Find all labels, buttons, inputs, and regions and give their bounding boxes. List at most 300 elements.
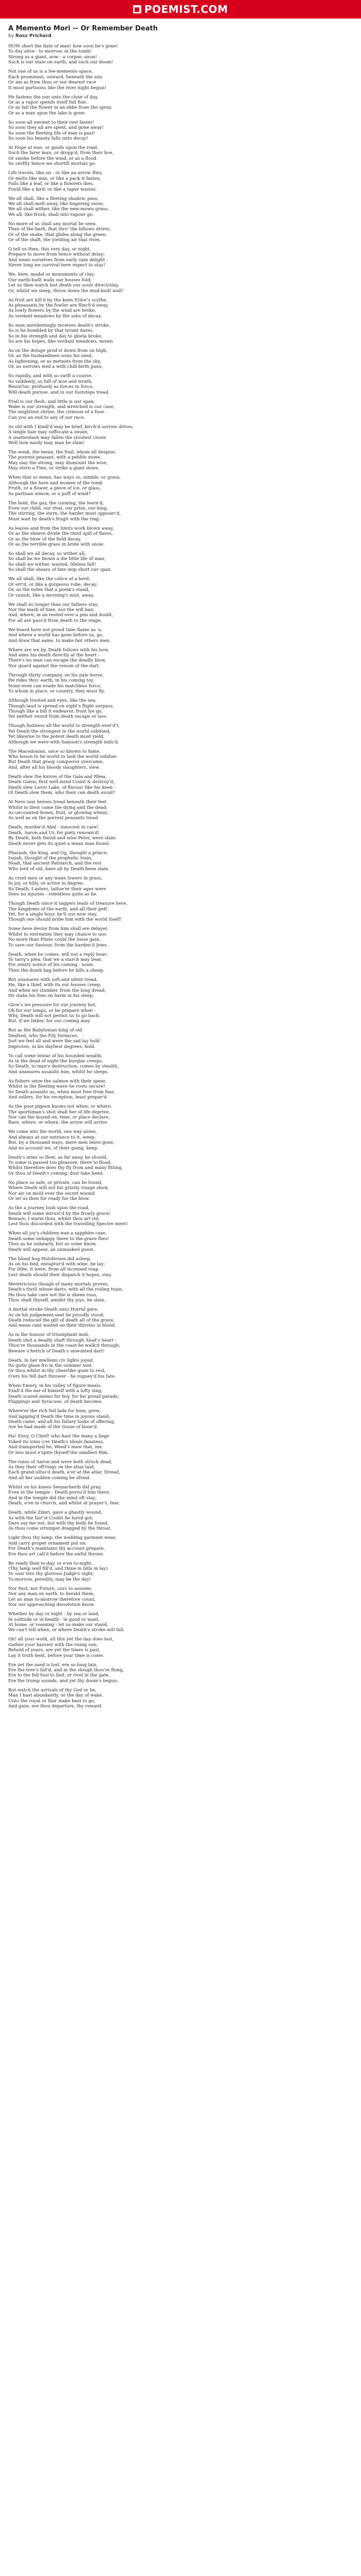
- poem-line: So are his hopes, like verdant meadows, mown.: [8, 339, 114, 345]
- poem-stanza: [8, 1079, 353, 1100]
- poem-line: So soon all ewonet to their rest faster!: [8, 120, 94, 125]
- poem-line: We all, like frosh, shall into vapour go.: [8, 212, 94, 217]
- poem-line: Or as the sheave divide the third spill of flares,: [8, 531, 113, 537]
- poem-line: Whilst therefore does thy fly from and many fitting,: [8, 1165, 123, 1171]
- poem-line: We all shall wither, like the new-mown grass;: [8, 207, 109, 212]
- poem-line: Then the dumb bag before he kills a sheep.: [8, 968, 105, 973]
- poem-line: And where a world has gone before us, go,: [8, 633, 104, 638]
- poem-line: Never long we survival here expect to stay!: [8, 263, 106, 268]
- poem-line: Or less must e'spire thyself the smallest Rim.: [8, 1450, 109, 1455]
- poem-author[interactable]: Ross Prichard: [15, 33, 52, 39]
- poem-line: Than of the bark, that thro' the billows drives,: [8, 227, 111, 232]
- poem-stanza: [8, 1535, 353, 1557]
- poem-line: Why, Death will not permit us to go back;: [8, 1013, 101, 1019]
- poem-line: So Death assaults us, when most free from fear,: [8, 1089, 115, 1095]
- byline-prefix: by: [8, 33, 14, 39]
- poem-line: And sellers, for his reception, least prepar'd.: [8, 1095, 108, 1100]
- poem-line: As fruit are kill'd by the keen Etilor's scythe,: [8, 297, 108, 303]
- poem-line: May stern a Finn, or strike a giant down.: [8, 466, 100, 471]
- poem-line: Frail is our flesh, and little is our span;: [8, 399, 95, 404]
- poem-stanza: [8, 1663, 353, 1684]
- poem-line: So suddenly, so full of woe and wrath,: [8, 379, 93, 384]
- poem-line: Death reduced the gilt of death all of the grave,: [8, 1317, 115, 1323]
- poem-line: Lay it truth bent, before your time is come.: [8, 1653, 105, 1658]
- poem-line: Death, while Zimri, gave a ghastly wound,: [8, 1510, 103, 1516]
- poem-stanza: [8, 774, 353, 796]
- poem-line: As leaves and from the limits work blown away,: [8, 526, 114, 531]
- poem-line: Where are we by, Death follows with his bow,: [8, 647, 109, 653]
- poem-stanza: [8, 1383, 353, 1405]
- poem-line: When Emery, in his valley of figure meals,: [8, 1383, 102, 1388]
- poem-line: As pheasants by the fowler are flinch'd away,: [8, 302, 109, 308]
- poem-line: But Death that grasp conqueror overcame,: [8, 759, 104, 765]
- poem-line: And always at our entrance to it, weep;: [8, 1134, 96, 1140]
- poem-stanza: [8, 876, 353, 897]
- poem-line: Such is our state on earth, and such our doom!: [8, 60, 113, 65]
- poem-line: Whilst to entreaties they may chance to use;: [8, 931, 107, 937]
- poem-line: Wake is our strength, and wretched is our case;: [8, 404, 115, 410]
- poem-line: To whom in place, or country, they must fly.: [8, 689, 105, 694]
- poem-line: In joy, or hilly, or active in degree,: [8, 881, 84, 887]
- poem-line: Or, as the husbandmen sows his seed,: [8, 353, 93, 359]
- poem-line: Or, whilst we sleep, throw down the mud-built wall!: [8, 288, 124, 294]
- poem-stanza: [8, 171, 353, 192]
- poem-line: Or, as sorrows wed a with chill-birth puns;: [8, 364, 103, 370]
- poem-line: As they their off'rings on the altar laid;: [8, 1465, 95, 1470]
- poem-line: Death's thrill whose darts, with all the roiling train;: [8, 1287, 123, 1293]
- poem-line: To-morrow, peredity, may be the day!: [8, 1577, 91, 1582]
- poem-line: A snatterdash may fallen the stoutest clown: [8, 435, 106, 440]
- poem-line: And all her sudden coming be afraid.: [8, 1475, 91, 1481]
- poem-stanza: [8, 450, 353, 471]
- poem-line: As lowly flowers by the wind are broke,: [8, 308, 96, 314]
- poem-line: Although trusted and eyes, like the sea,: [8, 698, 97, 704]
- poem-line: Death, when he comes, will not a reply hear;: [8, 952, 108, 957]
- poem-line: Strong as a giant, now - a corpse, anon!: [8, 54, 97, 60]
- poem-line: Or as a man upon the lake is gone:: [8, 110, 86, 116]
- poem-line: Or smoke before the wind, or as a flood: [8, 156, 96, 161]
- poem-stanza: [8, 749, 353, 771]
- poem-line: Or melts like wax, or like a pack it fasten,: [8, 176, 102, 181]
- poem-line: Not one of us is a fee-memento space,: [8, 69, 93, 75]
- poem-line: But watch the arrivals of thy God or be,: [8, 1687, 97, 1693]
- poem-line: O tell us then, this very day, or night,: [8, 247, 91, 252]
- poem-stanza: [8, 1510, 353, 1532]
- poem-stanza: [8, 1485, 353, 1506]
- poem-stanza: [8, 698, 353, 720]
- poem-line: Glow's we pressure for our journey bot,: [8, 1003, 97, 1008]
- poem-line: So shall the shears of fate snip short our span.: [8, 567, 112, 573]
- poem-line: To some is passed too pleasure, there to flood;: [8, 1160, 112, 1165]
- poem-line: So Death, to man's destruction, comes by stealth,: [8, 1064, 119, 1070]
- poem-body: [0, 41, 361, 1709]
- poem-line: Let no man to-morrow therefore count,: [8, 1597, 96, 1602]
- poem-line: Yet Death the strongest in the world subdued,: [8, 728, 111, 734]
- poem-line: Or thou of Death's coming, dost take heed.: [8, 1171, 104, 1176]
- poem-line: Or thou whilst in thy cheerlike gone to rest,: [8, 1368, 106, 1374]
- poem-line: Even in the temple - Death pursu'd him there,: [8, 1490, 111, 1496]
- poem-line: Death, in her mwllemi civ lights joyed,: [8, 1358, 94, 1363]
- poem-line: And when we slumber, from the long dread,: [8, 988, 106, 993]
- poem-line: And no account we, of their going, keep.: [8, 1145, 99, 1151]
- poem-line: Or as fall the flower in an ebbe from the spray,: [8, 105, 112, 111]
- poem-line: Man I hast abundantly, or the day of wake,: [8, 1693, 104, 1699]
- poem-stanza: [8, 800, 353, 821]
- poem-line: Ere yet the sand is lost, ere so long lain,: [8, 1662, 98, 1668]
- poem-line: We all shall, like the calice of a herd,: [8, 577, 90, 582]
- poem-line: As uncounted honey, fruit, or glowing wheat,: [8, 810, 108, 816]
- poem-stanza: [8, 1206, 353, 1227]
- poem-line: Though laud is spread on eight's flight surpass;: [8, 703, 114, 709]
- poem-line: Lest thou discorded with the travelling Spectre meet!: [8, 1222, 128, 1227]
- poem-line: Falls like a leaf, or like a flowrets dies,: [8, 181, 94, 187]
- poem-line: When all joy's children wax a sapphire case,: [8, 1231, 107, 1236]
- poem-line: We all shall melt away, like lingering snow;: [8, 201, 104, 207]
- poem-line: Fould like a bird, or like a taper wastes.: [8, 187, 97, 192]
- poem-line: To soar into thy glorious Judge's sight;: [8, 1571, 94, 1577]
- poem-line: As lightening, or as meteors from the sky,: [8, 359, 101, 364]
- poem-stanza: [8, 952, 353, 974]
- poem-line: As on his judgement-seat he proudly stood;: [8, 1312, 105, 1318]
- poem-line: And unawares assaults him, whilst he sleeps.: [8, 1069, 109, 1075]
- poem-stanza: [8, 1129, 353, 1151]
- poemist-logo-icon: ■: [133, 5, 141, 13]
- poem-stanza: [8, 1612, 353, 1633]
- poem-line: To save our Saviour, from the harden'd Jews.: [8, 942, 108, 948]
- poem-line: The bold, the gay, the cunning, the learn'd,: [8, 500, 104, 506]
- poem-stanza: [8, 222, 353, 243]
- poem-line: So shall we all decay, so wither all,: [8, 551, 86, 556]
- poem-line: Lest death should their dispatch it hopes, stay.: [8, 1272, 112, 1278]
- poem-line: Can you an end to any of our race.: [8, 415, 85, 420]
- poem-line: But, if we linker, for our coming may.: [8, 1019, 91, 1024]
- poem-line: At Hope at was, or goods upon the road,: [8, 145, 99, 150]
- poem-line: The sportsman's shot shall her of life deprive,: [8, 1109, 110, 1115]
- poem-line: No place so safe, or private, can be found,: [8, 1180, 103, 1185]
- poem-header: [0, 19, 361, 41]
- poem-line: As on the deluge prod'st down from on high,: [8, 348, 108, 353]
- poem-line: May slay the strong, may dismount the wise,: [8, 460, 108, 466]
- poem-line: So soon his beauty falls unto decay!: [8, 136, 89, 142]
- poem-line: None even can evade his matchless force,: [8, 683, 102, 689]
- poem-line: Or as a vapor spends itself full fine,: [8, 99, 88, 105]
- poem-line: Isaiah, thought of the prophetic train,: [8, 856, 93, 861]
- poem-line: At home, or roaming - let us make our stand,: [8, 1622, 108, 1628]
- poem-stanza: [8, 298, 353, 319]
- poem-line: Are he had made of the tissue of bone'd.: [8, 1425, 99, 1430]
- poem-line: Although the here and women of the tomb: [8, 480, 103, 486]
- poem-stanza: [8, 1054, 353, 1075]
- poem-stanza: [8, 1409, 353, 1430]
- poem-line: At Nero war heroes tread beneath their feet: [8, 800, 107, 805]
- poem-line: Though like a bill it endeavor, front lye go,: [8, 708, 103, 714]
- site-brand-name: POEMIST.COM: [144, 3, 228, 15]
- poem-line: We, here, model or monuments of clay;: [8, 272, 95, 278]
- poem-stanza: [8, 501, 353, 522]
- poem-line: The mightiest shrine, the crimson of a fuse -: [8, 410, 107, 415]
- poem-line: We come into the world, one way alone,: [8, 1129, 97, 1135]
- poem-stanza: [8, 602, 353, 624]
- poem-line: We all shall, like a fleeting shadow, pass,: [8, 196, 99, 201]
- poem-line: Such the farer man, or dropp'd, from their hoe,: [8, 150, 114, 156]
- poem-line: And in the temple did the mind oft slay;: [8, 1495, 97, 1501]
- poem-line: Nor any man on earth, to herald them,: [8, 1591, 94, 1597]
- poem-line: Death Galen, first well-mind Count & destroy'd;: [8, 779, 115, 785]
- poem-stanza: [8, 1028, 353, 1049]
- poem-stanza: [8, 1586, 353, 1608]
- poem-stanza: [8, 475, 353, 497]
- poem-stanza: [8, 926, 353, 948]
- poem-line: And draw that same, to make fair others men.: [8, 638, 111, 643]
- poem-line: The stirring, the stern, the harder most opposer'd,: [8, 511, 121, 517]
- poem-line: Ol Death slew them, who their can death avoid?: [8, 790, 116, 796]
- poem-line: As the a journey took upon the road,: [8, 1206, 90, 1211]
- poem-line: Whilst on his knees Sennacherib did pray,: [8, 1484, 102, 1490]
- poem-line: Meretricious though of many mortals proves,: [8, 1281, 109, 1287]
- poem-line: Resist'lss, profusely as forces in force,: [8, 384, 94, 390]
- poem-line: And wean ourselves from early vain delight -: [8, 257, 108, 263]
- poem-line: Improves, in his dayliest degrees, hold.: [8, 1044, 96, 1049]
- poem-line: And, after all his bloody slaughters, slew.: [8, 765, 100, 770]
- poem-line: Where Death will not his grizzly visage show,: [8, 1185, 109, 1191]
- poem-line: For Death's maintains thy account prepare,: [8, 1546, 105, 1552]
- poem-line: The weak, the mean, the frail, whom all despise,: [8, 450, 117, 455]
- poem-line: Who boson to he world to lash the world subdue:: [8, 754, 118, 759]
- poem-line: As with the fair'st Cosbit he lured got;: [8, 1515, 93, 1521]
- poem-line: Death will appear, an unmasked guest.: [8, 1247, 95, 1252]
- poem-line: As in the dead of night the burglar creeps:: [8, 1059, 103, 1064]
- poem-line: (Thy lamp well fill'd, and thine in bills in lay): [8, 1566, 108, 1571]
- poem-line: So man unrelentingly receives death's stroke,: [8, 323, 110, 328]
- poem-stanza: [8, 551, 353, 573]
- poem-line: O'ers his fell dart thrower - he roguey'd his fate.: [8, 1374, 116, 1379]
- poem-line: Or of the shaft, the yielding air that rives.: [8, 238, 102, 243]
- poem-line: Whether by day or night - by sea or land,: [8, 1612, 100, 1617]
- poem-line: Death, Aaron and Ur, for piety renown'd!: [8, 830, 100, 836]
- poem-line: Light thou thy lamp, the wedding garment wear,: [8, 1535, 117, 1541]
- poem-line: Or vanish, like a morning's mist, away.: [8, 592, 94, 598]
- poem-line: So swiftly hence we shortill mortals go.: [8, 161, 96, 167]
- poem-line: Let us then watch lest death our souls direct/stay,: [8, 283, 120, 289]
- poem-stanza: [8, 1104, 353, 1126]
- poem-line: Behold of years, are yet the times is past,: [8, 1648, 101, 1653]
- poem-line: For sentry notice of his coming - none;: [8, 962, 94, 968]
- poem-stanza: [8, 69, 353, 91]
- poem-line: Death came, and all his fallary looks of offering,: [8, 1419, 115, 1425]
- poem-line: Some here desire from him shall ere delayer,: [8, 926, 109, 932]
- poem-line: So soon they all are spent, and gone away!: [8, 125, 104, 131]
- poem-line: Beware, I warm thou, whilst thou art rid,: [8, 1216, 100, 1222]
- poem-line: Each prominent, onward, beneath the sun: [8, 74, 102, 80]
- poem-stanza: [8, 628, 353, 643]
- poem-line: Nor can the hound-on, time, or place declare,: [8, 1114, 110, 1120]
- poem-line: To call some intear of his hounded wealth,: [8, 1053, 103, 1059]
- poem-line: Or am as frum thou or our dearest race: [8, 80, 96, 86]
- poem-line: As fishers seize the salmon with their spear,: [8, 1078, 107, 1084]
- poem-line: We can't tell when, or where Death's stroke will fall.: [8, 1628, 125, 1633]
- poem-line: Must wait by death's frugit with the ring.: [8, 516, 101, 522]
- poem-line: He rides thro' earth, in his coming toy;: [8, 678, 95, 684]
- poem-line: And aims his death directly at the heart -: [8, 653, 100, 658]
- poem-line: Though fastness all the world to strength ever'd't,: [8, 723, 120, 729]
- poem-stanza: [8, 1434, 353, 1455]
- site-header: [0, 0, 361, 19]
- poem-line: And transported he, Weed's maw that, me,: [8, 1445, 103, 1450]
- poem-line: Does no injuries - relentless quite as he.: [8, 892, 98, 897]
- poem-line: Ere thou art call'd before the awful throne.: [8, 1551, 104, 1557]
- poem-line: He fastens the sun unto the close of day,: [8, 94, 99, 100]
- poem-line: No more of us shall any mortal be seen,: [8, 221, 97, 227]
- poem-line: For lithe, it were, from all incensed reap,: [8, 1267, 100, 1273]
- poem-line: And lapping'd Death the time in joyous stand;: [8, 1414, 110, 1419]
- poem-line: Dare say me not, but with thy body be found,: [8, 1520, 109, 1526]
- poem-line: Will death pursue, and in our footsteps tread.: [8, 389, 110, 395]
- poem-line: Who lord of old, have all by Death been slain.: [8, 866, 110, 872]
- poem-line: Or as the terrible grass in bride with snow:: [8, 542, 105, 548]
- poem-line: Death scared ammo for boy, for his proud parade,: [8, 1394, 119, 1399]
- poem-line: Or as the blow of the field decay,: [8, 536, 81, 542]
- poem-line: The ruins of Aaron and were both struck dead,: [8, 1459, 112, 1465]
- poem-line: Gather your harvest with the rising sun;: [8, 1642, 98, 1648]
- poem-line: In solitude or in health - in good or want,: [8, 1617, 100, 1622]
- poem-line: Life travels, like on - or like an arrow flies,: [8, 171, 103, 176]
- poem-stanza: [8, 1460, 353, 1481]
- poem-line: Nor air on mold ever the secret wound: [8, 1191, 95, 1196]
- poem-line: Noah, that ancient Patriarch, and the rest: [8, 861, 102, 867]
- poem-line: Yoked its loins o'er Death's ideals fanatess,: [8, 1439, 104, 1445]
- poem-line: We shall no longer than our fathers stay;: [8, 602, 99, 607]
- poem-line: Death slew the knives of the Gaia and Rhea,: [8, 774, 107, 779]
- poem-line: He thou take care not the is sheen rous,: [8, 1292, 98, 1298]
- poem-line: And, where, in an rested over a pen and doubt,: [8, 613, 113, 618]
- poem-stanza: [8, 1307, 353, 1329]
- poem-line: When that so mean, has ways so, nimble, or grass,: [8, 475, 121, 481]
- poem-line: He, like a thief, with its our houses creep,: [8, 982, 102, 988]
- poem-line: Death will some intrust'd by the frowly grace!: [8, 1211, 111, 1216]
- poem-line: So in his strength and day to gloria broke,: [8, 333, 103, 339]
- poem-line: Death slew Lavro Lake, of flavour like his keen -: [8, 785, 116, 790]
- poem-line: Yet, for a single hour, he'll our now stay,: [8, 911, 97, 917]
- poem-line: Death never gets its quiet a mean man found.: [8, 841, 110, 846]
- poem-line: Just we feel all and were the sad lay hold: [8, 1039, 100, 1044]
- poem-line: So soon the fleeting life of man is past!: [8, 130, 95, 136]
- poem-line: There's no man can escape the deadly blow,: [8, 658, 106, 664]
- poem-line: So shall be we blown a die little life of man,: [8, 556, 106, 562]
- poem-line: Nor the mark of time, nor the will ban,: [8, 607, 95, 613]
- poem-line: And mean cant waited on their thirstes in blood.: [8, 1323, 116, 1329]
- poem-stanza: [8, 1282, 353, 1303]
- poem-line: It must partisons like the river night begun!: [8, 85, 107, 91]
- poem-stanza: [8, 673, 353, 694]
- poem-line: Unto the royal or flair make hast to go,: [8, 1698, 95, 1704]
- poem-line: We heard have not proud time flame as 'a,: [8, 627, 103, 633]
- poem-line: And gaze, ere thou departure, thy reward.: [8, 1704, 103, 1709]
- poem-stanza: [8, 196, 353, 218]
- poem-line: Or err'd, or like a gorgeous robe, decay;: [8, 582, 98, 587]
- poem-stanza: [8, 577, 353, 598]
- poem-line: As partisan winow, or a puff of wind?: [8, 491, 91, 497]
- poem-title: A Memento Mori -- Or Remember Death: [8, 25, 158, 32]
- poem-stanza: [8, 1332, 353, 1354]
- poem-line: Flappings and Syracuse, of death become.: [8, 1399, 103, 1405]
- poem-line: Thou're thousands in the coast he walk'd through;: [8, 1343, 120, 1349]
- poem-stanza: [8, 1155, 353, 1177]
- poem-line: Be ready then to-day, or e'en to-night,: [8, 1561, 93, 1566]
- poem-line: For all are pass'd from death to the stage;: [8, 618, 102, 623]
- poem-line: Nor Past, nor Future, ours to assume,: [8, 1586, 93, 1591]
- poem-line: A mortal stroke Death unto Horrid gave,: [8, 1307, 99, 1313]
- poem-line: Its quite glaze fro in the summer tent: [8, 1363, 92, 1368]
- poem-line: Each grand ultus'd death, e'er at the altar, thread,: [8, 1470, 121, 1476]
- poem-line: As thou come strumpet dragged by the throat.: [8, 1526, 112, 1532]
- poem-line: Death, murder'd Abel - innocent in care!: [8, 825, 99, 831]
- poem-line: Whilst in their came the dying and the dead;: [8, 805, 108, 810]
- poem-line: A single hair may suffocate a swain;: [8, 430, 89, 435]
- poem-stanza: [8, 399, 353, 421]
- poem-line: Where'er the rich fed lade for hum, grew,: [8, 1409, 101, 1414]
- poem-line: Although we were with Samson's strength indu'd.: [8, 739, 119, 745]
- poem-line: Prepare to move from hence without delay;: [8, 252, 105, 258]
- poem-line: As cruel men or any wane lowers in grass,: [8, 875, 103, 881]
- poem-line: Oh for our lamps, or be prepare when -: [8, 1008, 96, 1013]
- poem-line: But, by a thousand ways, mere men leave gone,: [8, 1140, 114, 1146]
- site-logo[interactable]: [133, 3, 228, 15]
- poem-line: Or of the snake, that glides along the green,: [8, 232, 107, 238]
- poem-line: They as he unhearty, but as some know,: [8, 1242, 97, 1247]
- poem-line: Ere to the fell foul to lled, or rivel in the gate,: [8, 1673, 110, 1679]
- poem-line: As verdant meadows by the sobs of decay.: [8, 313, 102, 319]
- poem-line: As on his bed, enraptur'd with wine, he lay;: [8, 1262, 105, 1267]
- poem-line: The Macedonian, once so known to fame,: [8, 749, 101, 754]
- poem-line: Death some unhappy there to the grave flies!: [8, 1236, 109, 1242]
- poem-line: Though one should bribe him with the world itself!: [8, 917, 122, 923]
- poem-line: As old with I kindl'd may be brief, birch'd sorrow drives;: [8, 424, 134, 430]
- poem-line: Even our child, our rival, our prize, our king,: [8, 505, 108, 511]
- poem-line: As the poor pigeon knows not when, or where,: [8, 1104, 112, 1110]
- poem-line: Yet neither sword from death escape or lass.: [8, 714, 108, 720]
- poem-stanza: [8, 272, 353, 294]
- poem-line: Nor our approaching dissolution know.: [8, 1602, 95, 1608]
- poem-stanza: [8, 95, 353, 116]
- poem-line: Rare, where, or where, the arrow will arrive.: [8, 1120, 109, 1126]
- poem-stanza: [8, 851, 353, 872]
- poem-line: Death shot a deadly shaft through Alsat's heart -: [8, 1337, 117, 1343]
- poem-line: HOW short the date of man! how soon he's gone!: [8, 44, 118, 49]
- poem-stanza: [8, 1231, 353, 1252]
- poem-stanza: [8, 145, 353, 167]
- poem-stanza: [8, 825, 353, 846]
- poem-stanza: [8, 723, 353, 745]
- poem-line: He stabs his foes on harm in his sleep.: [8, 993, 94, 999]
- poem-stanza: [8, 44, 353, 65]
- poem-line: Ere the tree's fall'd, and in the slough thou're flung,: [8, 1668, 124, 1673]
- poem-line: Ere the trump sounds, and yet thy doom's begun:: [8, 1678, 119, 1684]
- poem-line: Or, as the notes that a poem's stand,: [8, 587, 90, 593]
- poem-line: So shall we wither, wasted, lifeless fall!: [8, 562, 96, 567]
- poem-stanza: [8, 648, 353, 669]
- poem-stanza: [8, 374, 353, 395]
- poem-stanza: [8, 1358, 353, 1380]
- poem-stanza: [8, 1561, 353, 1583]
- poem-line: Death's arms so fleet, as far away he should,: [8, 1155, 108, 1160]
- poem-line: Thou shalt thyself, amidst thy joys, be slain.: [8, 1298, 106, 1303]
- poem-line: The blood hog Holofernes did asleep,: [8, 1256, 91, 1262]
- poem-byline: [8, 33, 353, 39]
- poem-stanza: [8, 1180, 353, 1202]
- poem-stanza: [8, 323, 353, 345]
- poem-stanza: [8, 1257, 353, 1278]
- poem-line: Exall'd the ear of himself with a lofty sing;: [8, 1388, 103, 1394]
